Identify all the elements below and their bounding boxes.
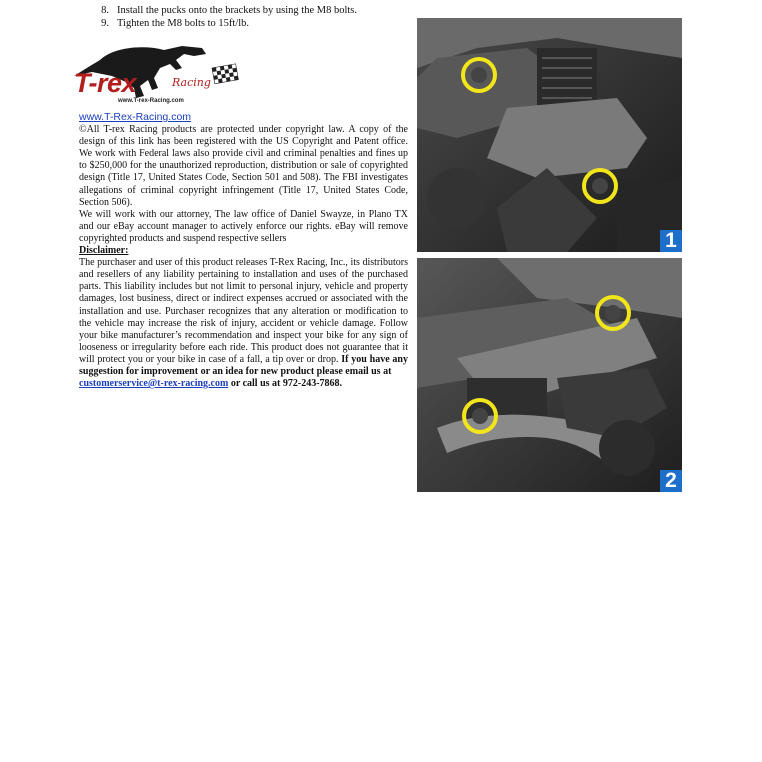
step-number: 9. <box>101 18 109 29</box>
photo-number-badge: 2 <box>660 470 682 492</box>
disclaimer-paragraph <box>79 257 408 390</box>
logo-url: www.T-rex-Racing.com <box>118 98 184 104</box>
email-link[interactable]: customerservice@t-rex-racing.com <box>79 378 229 390</box>
enforcement-paragraph: We will work with our attorney, The law office of Daniel Swayze, in Plano TX and our eBay account manager to actively enforce our rights. eBay will remove copyrighted products and suspend respective sellers <box>79 208 408 244</box>
phone-text: or call us at 972-243-7868. <box>228 378 343 390</box>
install-photo-2 <box>417 258 682 492</box>
copyright-paragraph: ©All T-rex Racing products are protected under copyright law. A copy of the design of this link has been registered with the US Copyright and Patent office. We work with Federal laws also provide civil and criminal penalties and fines up to $250,000 for the unauthorized reproduction, distribution or sale of copyrighted design (Title 17, United States Code, Section 501 and 508). The FBI investigates allegations of criminal copyright infringement (Title 17, United States Code, Section 506). <box>79 124 408 208</box>
install-photo-1 <box>417 18 682 252</box>
logo-tagline: Racing <box>172 76 211 89</box>
step-text: Install the pucks onto the brackets by using the M8 bolts. <box>117 5 358 16</box>
step-item <box>97 17 357 30</box>
disclaimer-heading: Disclaimer: <box>79 245 129 257</box>
legal-text-column <box>79 111 408 390</box>
install-steps <box>97 4 357 30</box>
step-text: Tighten the M8 bolts to 15ft/lb. <box>117 18 250 29</box>
motorcycle-frame-photo <box>417 258 682 492</box>
website-link[interactable]: www.T-Rex-Racing.com <box>79 111 192 123</box>
photo-number-badge: 1 <box>660 230 682 252</box>
disclaimer-cta: If you have any suggestion for improvement or an idea for new product please email us at <box>79 353 408 377</box>
step-number: 8. <box>101 5 109 16</box>
step-item <box>97 4 357 17</box>
trex-logo <box>72 42 242 112</box>
motorcycle-frame-photo <box>417 18 682 252</box>
logo-brand-text: T-rex <box>74 68 137 98</box>
disclaimer-body: The purchaser and user of this product releases T-Rex Racing, Inc., its distributors and resellers of any liability pertaining to installation and uses of the purchased parts. This liability includes but not limit to personal injury, vehicle and property damages, lost business, direct or indirect expenses accrued or associated with the installation and use. Purchaser recognizes that any alteration or modification to the vehicle may increase the risk of injury, accident or vehicle damage. Follow your bike manufacturer’s recommendation and inspect your bike for any sign of looseness or irregularity before each ride. This product does not guarantee that it will protect you or your bike in case of a fall, a tip over or drop. <box>79 257 408 365</box>
